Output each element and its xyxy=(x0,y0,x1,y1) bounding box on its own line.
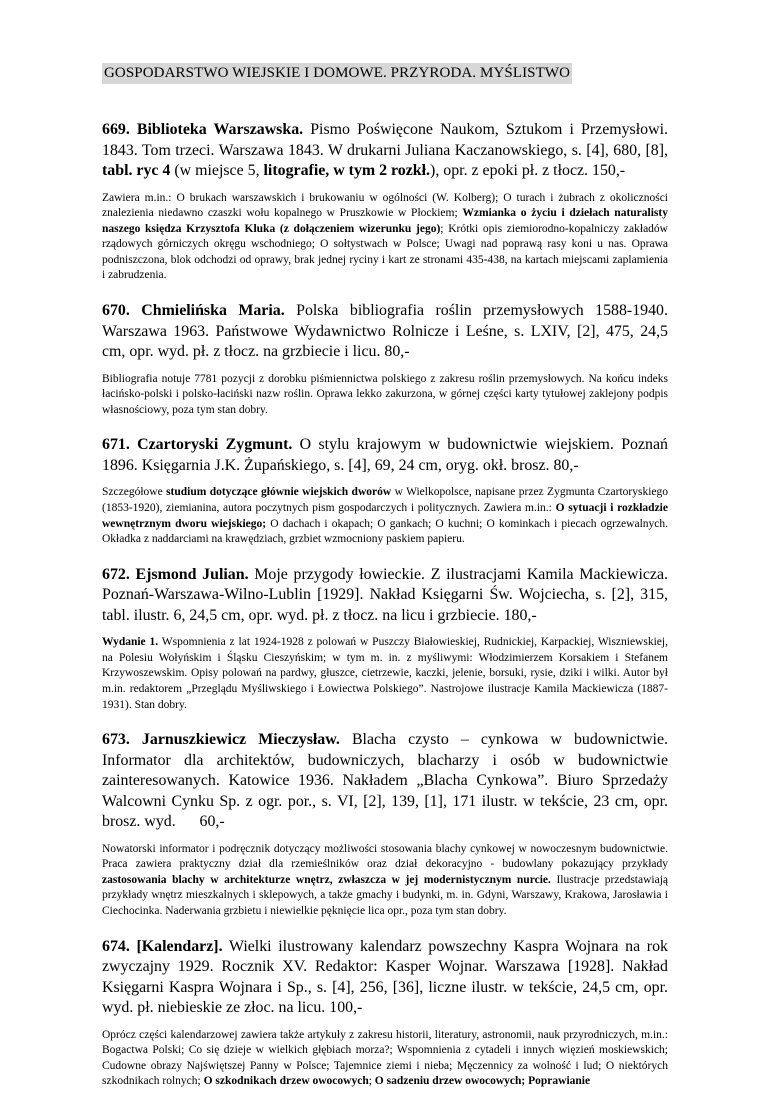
entry-desc-text: Bibliografia notuje 7781 pozycji z dorobku piśmiennictwa polskiego z zakresu roślin przemysłowych. Na końcu indeks łacińsko-polski i polsko-łaciński nazw roślin. Oprawa lekko zakurzona, w górnej części karty tytułowej zaklejony podpis własnościowy, poza tym stan dobry. xyxy=(102,372,668,416)
entry-description xyxy=(102,372,668,419)
catalog-entry-672 xyxy=(102,565,668,713)
entry-author: Jarnuszkiewicz Mieczysław. xyxy=(141,731,340,749)
entry-title-text: ), opr. z epoki pł. z tłocz. 150,- xyxy=(430,162,626,179)
entry-description xyxy=(102,1028,668,1090)
entry-title xyxy=(102,120,668,182)
entry-title-text: Blacha czysto – cynkowa w budownictwie. Informator dla architektów, budowniczych, blacharzy i osób w budownictwie zainteresowanych. Katowice 1936. Nakładem „Blacha Cynkowa”. Biuro Sprzedaży Walcowni Cynku Sp. z ogr. por., s. VI, [2], 139, [1], 171 ilustr. w tekście, 23 cm, opr. brosz. wyd. 60,- xyxy=(102,731,672,831)
catalog-entry-674 xyxy=(102,937,668,1090)
entry-title xyxy=(102,301,668,363)
catalog-entry-670 xyxy=(102,301,668,418)
entry-number: 674. xyxy=(102,937,130,955)
entry-desc-text: Wspomnienia z lat 1924-1928 z polowań w Puszczy Białowieskiej, Rudnickiej, Karpackiej, Wiszniewskiej, na Polesiu Wołyńskim i Śląsku Cieszyńskim; w tym m. in. z myśliwymi: Włodzimierzem Korsakiem i Stefanem Krzywoszewskim. Opisy polowań na pardwy, głuszce, cietrzewie, kaczki, jelenie, borsuki, rysie, dziki i wilki. Autor był m.in. redaktorem „Przeglądu Myśliwskiego i Łowiectwa Polskiego”. Nastrojowe ilustracje Kamila Mackiewicza (1887-1931). Stan dobry. xyxy=(102,636,668,711)
entry-title-text: O stylu krajowym w budownictwie wiejskiem. Poznań 1896. Księgarnia J.K. Żupańskiego, s. [4], 69, 24 cm, oryg. okł. brosz. 80,- xyxy=(102,436,668,474)
entry-title-bold: litografie, w tym 2 rozkł. xyxy=(263,162,431,179)
entry-desc-bold: O szkodnikach drzew owocowych xyxy=(203,1075,369,1088)
entry-desc-bold: O sadzeniu drzew owocowych; Poprawianie xyxy=(374,1075,591,1088)
entry-title-text: Polska bibliografia roślin przemysłowych 1588-1940. Warszawa 1963. Państwowe Wydawnictwo Rolnicze i Leśne, s. LXIV, [2], 475, 24,5 cm, opr. wyd. pł. z tłocz. na grzbiecie i licu. 80,- xyxy=(102,302,668,361)
entry-title-text: Wielki ilustrowany kalendarz powszechny Kaspra Wojnara na rok zwyczajny 1929. Rocznik XV. Redaktor: Kasper Wojnar. Warszawa [1928]. Nakład Księgarni Kaspra Wojnara i Sp., s. [4], 256, [36], liczne ilustr. w tekście, 24,5 cm, opr. wyd. pł. niebieskie ze złoc. na licu. 100,- xyxy=(102,937,668,1017)
catalog-entry-673 xyxy=(102,730,672,919)
entry-desc-text: Nowatorski informator i podręcznik dotyczący możliwości stosowania blachy cynkowej w nowoczesnym budownictwie. Praca zawiera praktyczny dział dla rzemieślników oraz dział dekoracyjno - budowlany pokazujący przykłady xyxy=(102,842,668,871)
entry-desc-text: w Wielkopolsce, napisane przez Zygmunta Czartoryskiego (1853-1920), ziemianina, autora poczytnych pism gospodarczych i politycznych. Zawiera m.in.: xyxy=(102,486,668,514)
entry-number: 671. xyxy=(102,436,130,454)
entries-list xyxy=(102,120,672,1107)
entry-description xyxy=(102,842,668,920)
section-header: GOSPODARSTWO WIEJSKIE I DOMOWE. PRZYRODA. MYŚLISTWO xyxy=(102,63,572,84)
entry-description xyxy=(102,191,668,285)
entry-desc-text: O dachach i okapach; O gankach; O kuchni; O kominkach i piecach ogrzewalnych. Okładka z naddarciami na krawędziach, grzbiet wzmocniony paskiem papieru. xyxy=(102,517,668,546)
entry-number: 673. xyxy=(102,731,130,749)
entry-desc-bold: studium dotyczące głównie wiejskich dworów xyxy=(166,486,392,499)
entry-description xyxy=(102,635,668,713)
entry-author: Czartoryski Zygmunt. xyxy=(137,436,293,454)
entry-number: 669. xyxy=(102,121,130,138)
entry-desc-bold: Wydanie 1. xyxy=(102,636,159,649)
entry-title xyxy=(102,565,668,627)
entry-title-text: (w miejsce 5, xyxy=(170,162,264,179)
entry-desc-text: Zawiera m.in.: O brukach warszawskich i brukowaniu w ogólności (W. Kolberg); O turach i żubrach z okoliczności znalezienia niedawno czaszki wołu kopalnego w Pruszkowie w Płockiem; xyxy=(102,191,668,220)
entry-title-text: Pismo Poświęcone Naukom, Sztukom i Przemysłowi. 1843. Tom trzeci. Warszawa 1843. W drukarni Juliana Kaczanowskiego, s. [4], 680, [8], xyxy=(102,121,668,159)
entry-title xyxy=(102,937,668,1019)
entry-title-text: Moje przygody łowieckie. Z ilustracjami Kamila Mackiewicza. Poznań-Warszawa-Wilno-Lublin [1929]. Nakład Księgarni Św. Wojciecha, s. [2], 315, tabl. ilustr. 6, 24,5 cm, opr. wyd. pł. z tłocz. na licu i grzbiecie. 180,- xyxy=(102,565,668,624)
entry-desc-text: Oprócz części kalendarzowej zawiera także artykuły z zakresu historii, literatury, astronomii, nauk przyrodniczych, m.in.: Bogactwa Polski; Co się dzieje w wielkich głębiach morza?; Wspomnienia z cytadeli i innych więzień moskiewskich; Cudowne obrazy Najświętszej Panny w Polsce; Tajemnice ziemi i nieba; Męczennicy za wolność i lud; O niektórych szkodnikach rolnych; xyxy=(102,1028,668,1088)
entry-desc-bold: zastosowania blachy w architekturze wnętrz, zwłaszcza w jej modernistycznym nurcie. xyxy=(102,873,551,886)
catalog-entry-671 xyxy=(102,435,668,547)
entry-number: 672. xyxy=(102,565,130,583)
entry-desc-text: Szczegółowe xyxy=(102,486,167,499)
entry-author: Biblioteka Warszawska. xyxy=(136,121,304,138)
entry-desc-bold: O sytuacji i rozkładzie wewnętrznym dworu wiejskiego; xyxy=(102,501,668,530)
entry-title-bold: tabl. ryc 4 xyxy=(102,162,171,179)
entry-author: Ejsmond Julian. xyxy=(135,565,249,583)
catalog-entry-669 xyxy=(102,120,668,284)
entry-desc-text: Ilustracje przedstawiają przykłady wnętrz mieszkalnych i sklepowych, a także gmachy i budynki, m. in. Gdyni, Warszawy, Krakowa, Jarosławia i Ciechocinka. Naderwania grzbietu i niewielkie pęknięcie lica opr., poza tym stan dobry. xyxy=(102,873,669,918)
entry-desc-text: ; Krótki opis ziemiorodno-kopalniczy zakładów rządowych górniczych okręgu wschodniego; O sołtystwach w Polsce; Uwagi nad poprawą rasy koni u nas. Oprawa podniszczona, blok odchodzi od oprawy, brak jednej ryciny i kart ze stronami 435-438, na kartach miejscami zaplamienia i zabrudzenia. xyxy=(102,222,668,282)
entry-author: Chmielińska Maria. xyxy=(141,302,285,320)
entry-author: [Kalendarz]. xyxy=(136,937,223,955)
entry-title xyxy=(102,435,668,476)
entry-title xyxy=(102,730,672,833)
entry-description xyxy=(102,485,668,547)
entry-desc-text: ; xyxy=(368,1075,375,1088)
entry-desc-bold: Wzmianka o życiu i dziełach naturalisty naszego księdza Krzysztofa Kluka (z dołączeniem wizerunku jego) xyxy=(102,207,668,235)
entry-number: 670. xyxy=(102,302,130,320)
